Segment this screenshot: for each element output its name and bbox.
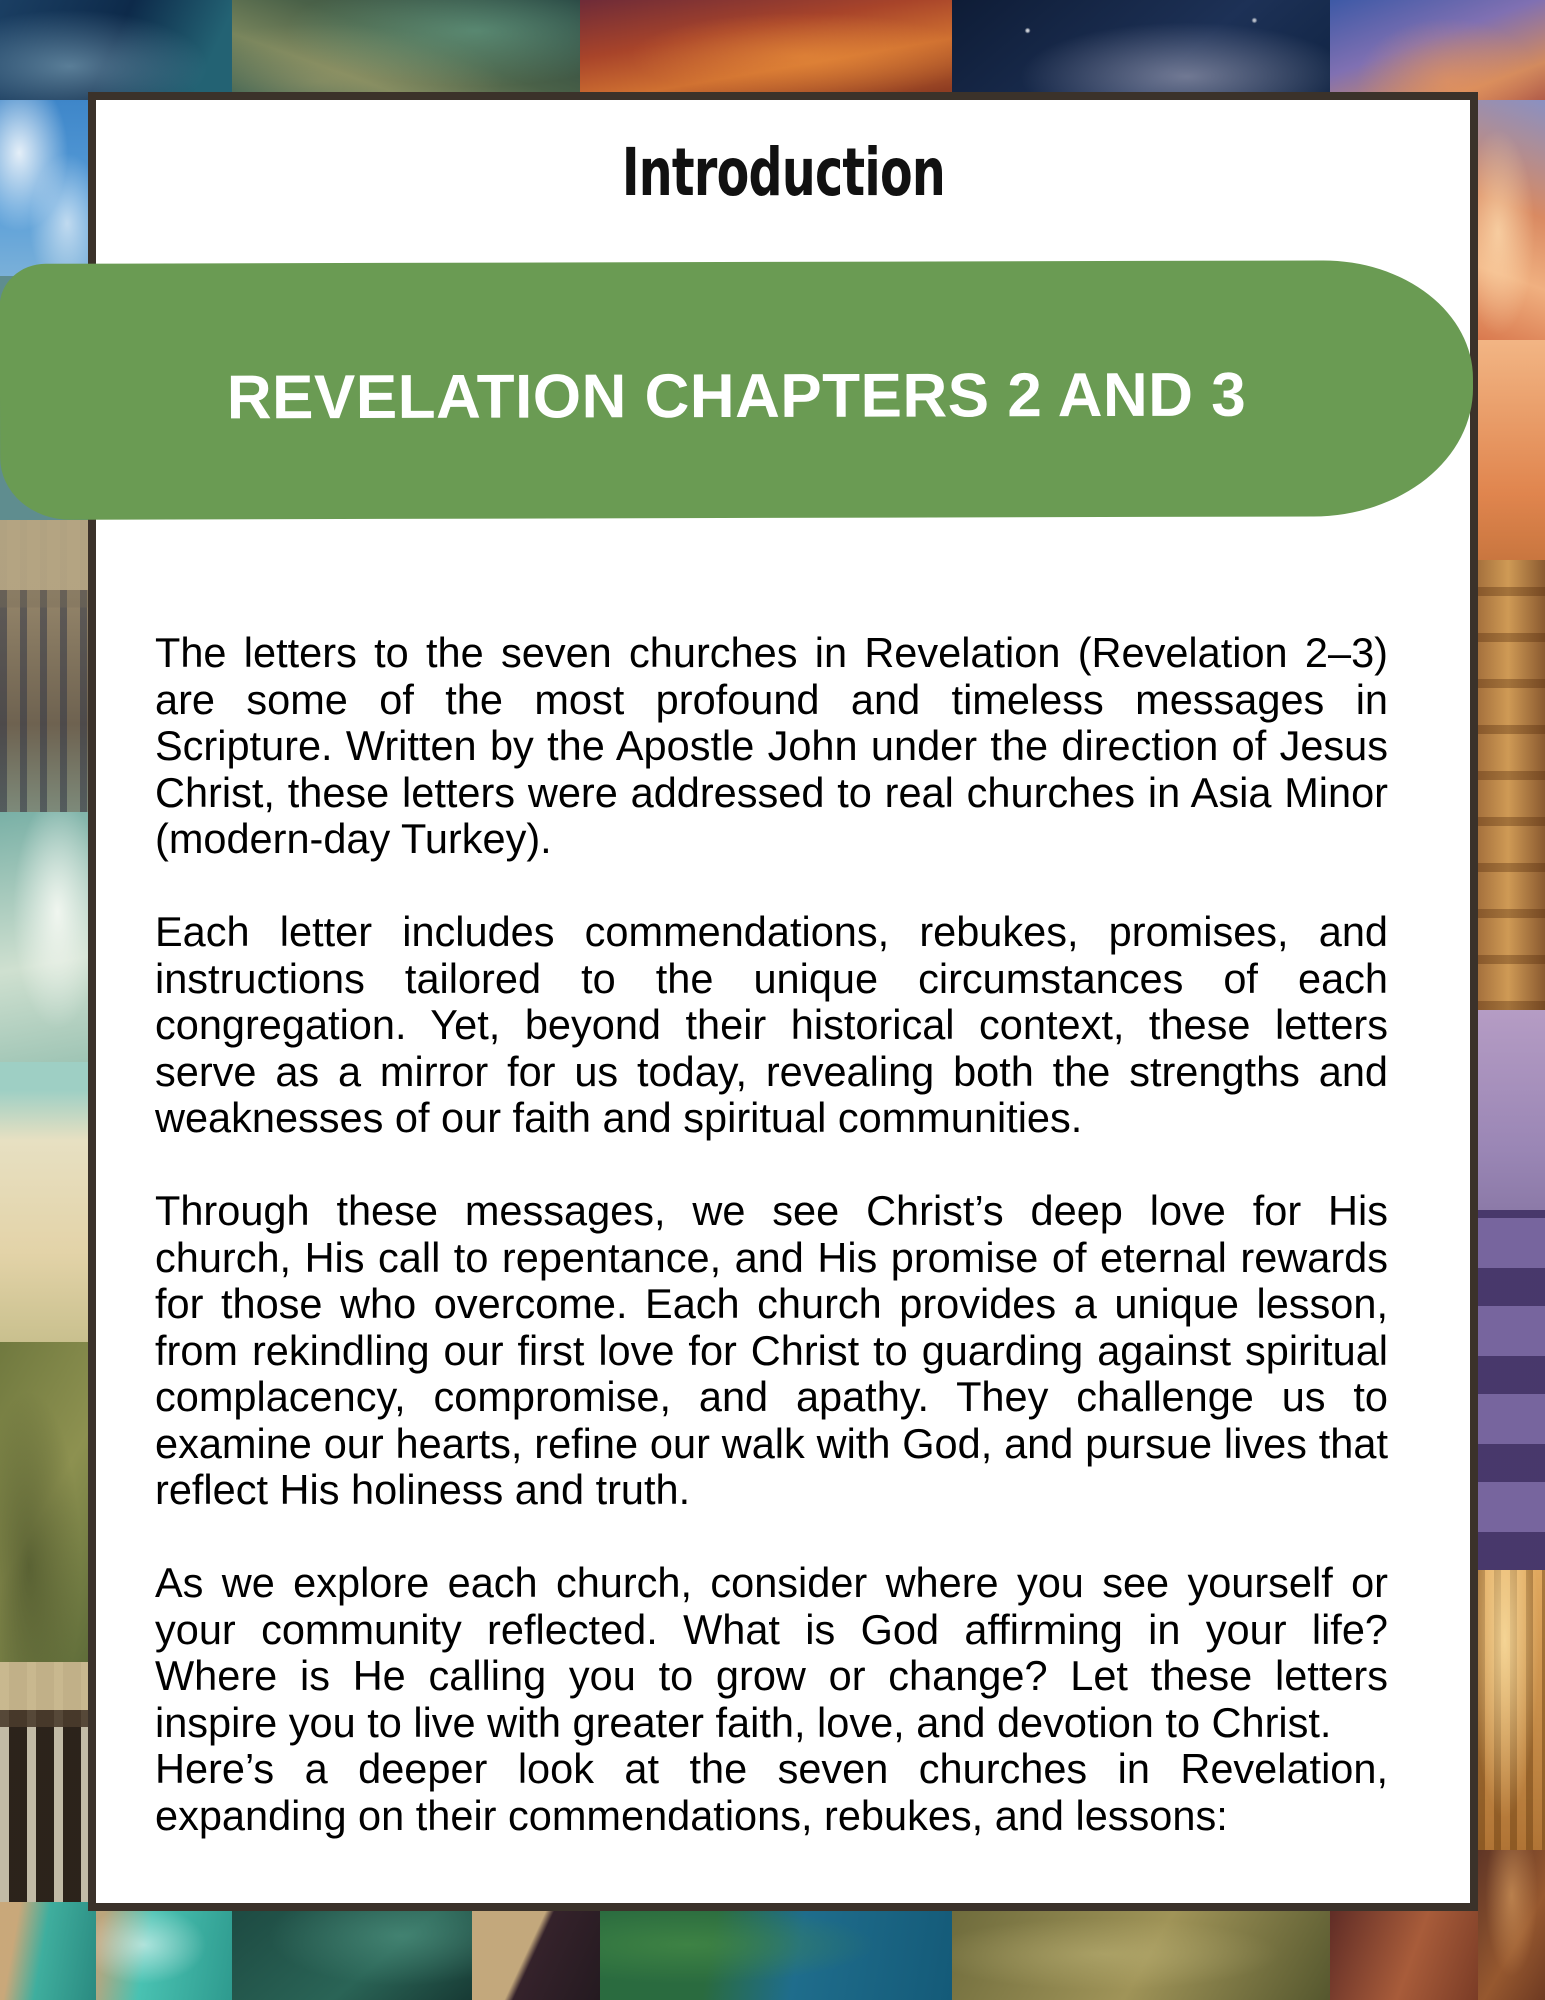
section-banner: [0, 260, 1473, 520]
background-art-pale-horizon: [0, 1062, 96, 1342]
body-paragraph: Through these messages, we see Christ’s deep love for His church, His call to repentance, and His promise of eternal rewards for those who overcome. Each church provides a unique lesson, from rekindling our first love for Christ to guarding against spiritual complacency, compromise, and apathy. They challenge us to examine our hearts, refine our walk with God, and pursue lives that reflect His holiness and truth.: [155, 1187, 1388, 1513]
background-art-peach-clouds: [1478, 340, 1545, 560]
background-art-blue-sky-clouds: [0, 100, 96, 276]
background-art-starfield: [952, 0, 1330, 102]
background-art-teal-pool: [96, 1908, 232, 2000]
background-art-tan-diagonal: [472, 1908, 600, 2000]
background-art-green-landscape: [0, 1342, 96, 1662]
background-art-golden-cathedral: [1478, 560, 1545, 1010]
background-art-teal-water-left: [0, 1902, 96, 2000]
background-art-golden-glow-city: [1478, 1570, 1545, 1850]
background-art-olive-forest: [952, 1908, 1330, 2000]
page-title-text: Introduction: [621, 134, 945, 211]
page-title: [88, 134, 1478, 211]
section-banner-title: REVELATION CHAPTERS 2 AND 3: [226, 360, 1247, 432]
body-paragraph: As we explore each church, consider where you see yourself or your community reflected. What is God affirming in your life? Where is He calling you to grow or change? Let these letters inspire you to live with greater faith, love, and devotion to Christ.: [155, 1559, 1388, 1746]
background-art-teal-clouds: [0, 812, 96, 1062]
background-art-mauve-clouds: [1478, 1010, 1545, 1210]
body-text: [155, 630, 1388, 1839]
background-art-sunset-sky: [1478, 100, 1545, 340]
background-art-galaxy-blue: [0, 0, 232, 102]
background-art-temple-columns: [0, 1662, 96, 1902]
background-art-teal-nebula: [232, 0, 580, 102]
background-art-blue-orange-sky: [1330, 0, 1545, 102]
background-art-maroon-texture: [1330, 1908, 1478, 2000]
background-art-rust-rocks: [1478, 1850, 1545, 2000]
background-art-fiery-nebula: [580, 0, 952, 102]
body-paragraph: Here’s a deeper look at the seven churches in Revelation, expanding on their commendations, rebukes, and lessons:: [155, 1745, 1388, 1839]
background-art-purple-cathedral: [1478, 1210, 1545, 1570]
body-paragraph: Each letter includes commendations, rebukes, promises, and instructions tailored to the unique circumstances of each congregation. Yet, beyond their historical context, these letters serve as a mirror for us today, revealing both the strengths and weaknesses of our faith and spiritual communities.: [155, 908, 1388, 1141]
background-art-trees-water: [600, 1908, 952, 2000]
background-art-dark-teal-water: [232, 1908, 472, 2000]
background-art-domed-building: [0, 520, 96, 812]
body-paragraph: The letters to the seven churches in Revelation (Revelation 2–3) are some of the most profound and timeless messages in Scripture. Written by the Apostle John under the direction of Jesus Christ, these letters were addressed to real churches in Asia Minor (modern-day Turkey).: [155, 629, 1388, 862]
